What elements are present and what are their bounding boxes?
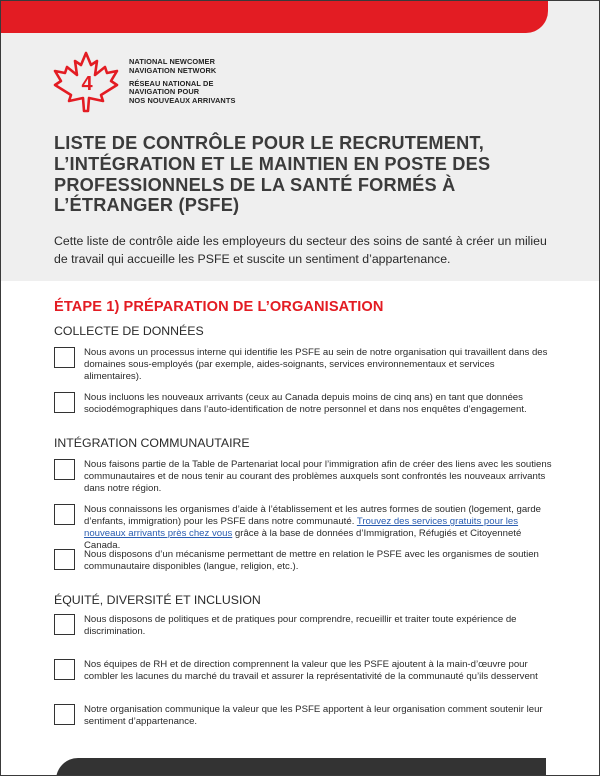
- checklist-item-text: Nos équipes de RH et de direction comprennent la valeur que les PSFE ajoutent à la main-d’œuvre pour combler les lacunes du marché du travail et assurer la représentativité de la communauté qu’ils desservent: [84, 659, 538, 682]
- title-line: L’ÉTRANGER (PSFE): [54, 195, 240, 216]
- maple-leaf-logo-icon: [51, 51, 121, 113]
- section-title-community-integration: INTÉGRATION COMMUNAUTAIRE: [54, 436, 250, 450]
- title-line: PROFESSIONNELS DE LA SANTÉ FORMÉS À: [54, 174, 456, 195]
- organization-name: [129, 58, 236, 106]
- org-name-line: NAVIGATION POUR: [129, 87, 200, 97]
- checklist-checkbox[interactable]: [54, 659, 75, 680]
- checklist-item-text: [84, 504, 554, 552]
- checklist-checkbox[interactable]: [54, 704, 75, 725]
- header-red-bar: [44, 1, 548, 33]
- newcomer-services-link[interactable]: Trouvez des services gratuits pour les nouveaux arrivants près chez vous: [84, 516, 519, 539]
- checklist-item-text: Nous disposons d’un mécanisme permettant de mettre en relation le PSFE avec les organismes de soutien communautaire disponibles (langue, religion, etc.).: [84, 549, 539, 572]
- section-title-data-collection: COLLECTE DE DONNÉES: [54, 324, 204, 338]
- title-line: L’INTÉGRATION ET LE MAINTIEN EN POSTE DES: [54, 153, 491, 174]
- checklist-checkbox[interactable]: [54, 549, 75, 570]
- item-text-before-link: Nous connaissons les organismes d’aide à l’établissement et les autres formes de soutien (logement, garde d’enfants, immigration) pour les PSFE dans notre communauté.: [84, 504, 542, 527]
- checklist-item-text: Nous disposons de politiques et de pratiques pour comprendre, recueillir et traiter toute expérience de discrimination.: [84, 614, 517, 637]
- page-title: [54, 133, 554, 216]
- org-name-line: NAVIGATION NETWORK: [129, 65, 217, 75]
- footer-band: [56, 758, 546, 776]
- checklist-item-text: Nous avons un processus interne qui identifie les PSFE au sein de notre organisation qui travaillent dans des domaines sous-employés (par exemple, aides-soignants, services environnementaux et services alimentaires).: [84, 347, 548, 382]
- checklist-item-text: Nous incluons les nouveaux arrivants (ceux au Canada depuis moins de cinq ans) en tant que données sociodémographiques dans l’auto-identification de notre personnel et dans nos enquêtes d’engagement.: [84, 392, 527, 415]
- intro-paragraph: Cette liste de contrôle aide les employeurs du secteur des soins de santé à créer un milieu de travail qui accueille les PSFE et suscite un sentiment d’appartenance.: [54, 234, 547, 266]
- checklist-checkbox[interactable]: [54, 459, 75, 480]
- org-name-line: NATIONAL NEWCOMER: [129, 57, 216, 66]
- step-title: ÉTAPE 1) PRÉPARATION DE L’ORGANISATION: [54, 299, 384, 315]
- org-name-line: RÉSEAU NATIONAL DE: [129, 78, 214, 88]
- logo-mark-text: 4: [81, 73, 93, 95]
- checklist-checkbox[interactable]: [54, 392, 75, 413]
- checklist-checkbox[interactable]: [54, 347, 75, 368]
- checklist-checkbox[interactable]: [54, 614, 75, 635]
- item-text-after-link: grâce à la base de données d’Immigration, Réfugiés et Citoyenneté Canada.: [84, 528, 522, 551]
- checklist-item-text: Notre organisation communique la valeur que les PSFE apportent à leur organisation comment soutenir leur sentiment d’appartenance.: [84, 704, 543, 727]
- org-name-line: NOS NOUVEAUX ARRIVANTS: [129, 96, 236, 106]
- section-title-equity-diversity-inclusion: ÉQUITÉ, DIVERSITÉ ET INCLUSION: [54, 593, 261, 607]
- checklist-checkbox[interactable]: [54, 504, 75, 525]
- title-line: LISTE DE CONTRÔLE POUR LE RECRUTEMENT,: [54, 133, 484, 153]
- header-red-bar-left: [1, 1, 47, 33]
- checklist-item-text: Nous faisons partie de la Table de Partenariat local pour l’immigration afin de créer des liens avec les soutiens communautaires et de nous tenir au courant des problèmes auxquels sont confrontés les nouveaux arrivants dans notre région.: [84, 459, 552, 494]
